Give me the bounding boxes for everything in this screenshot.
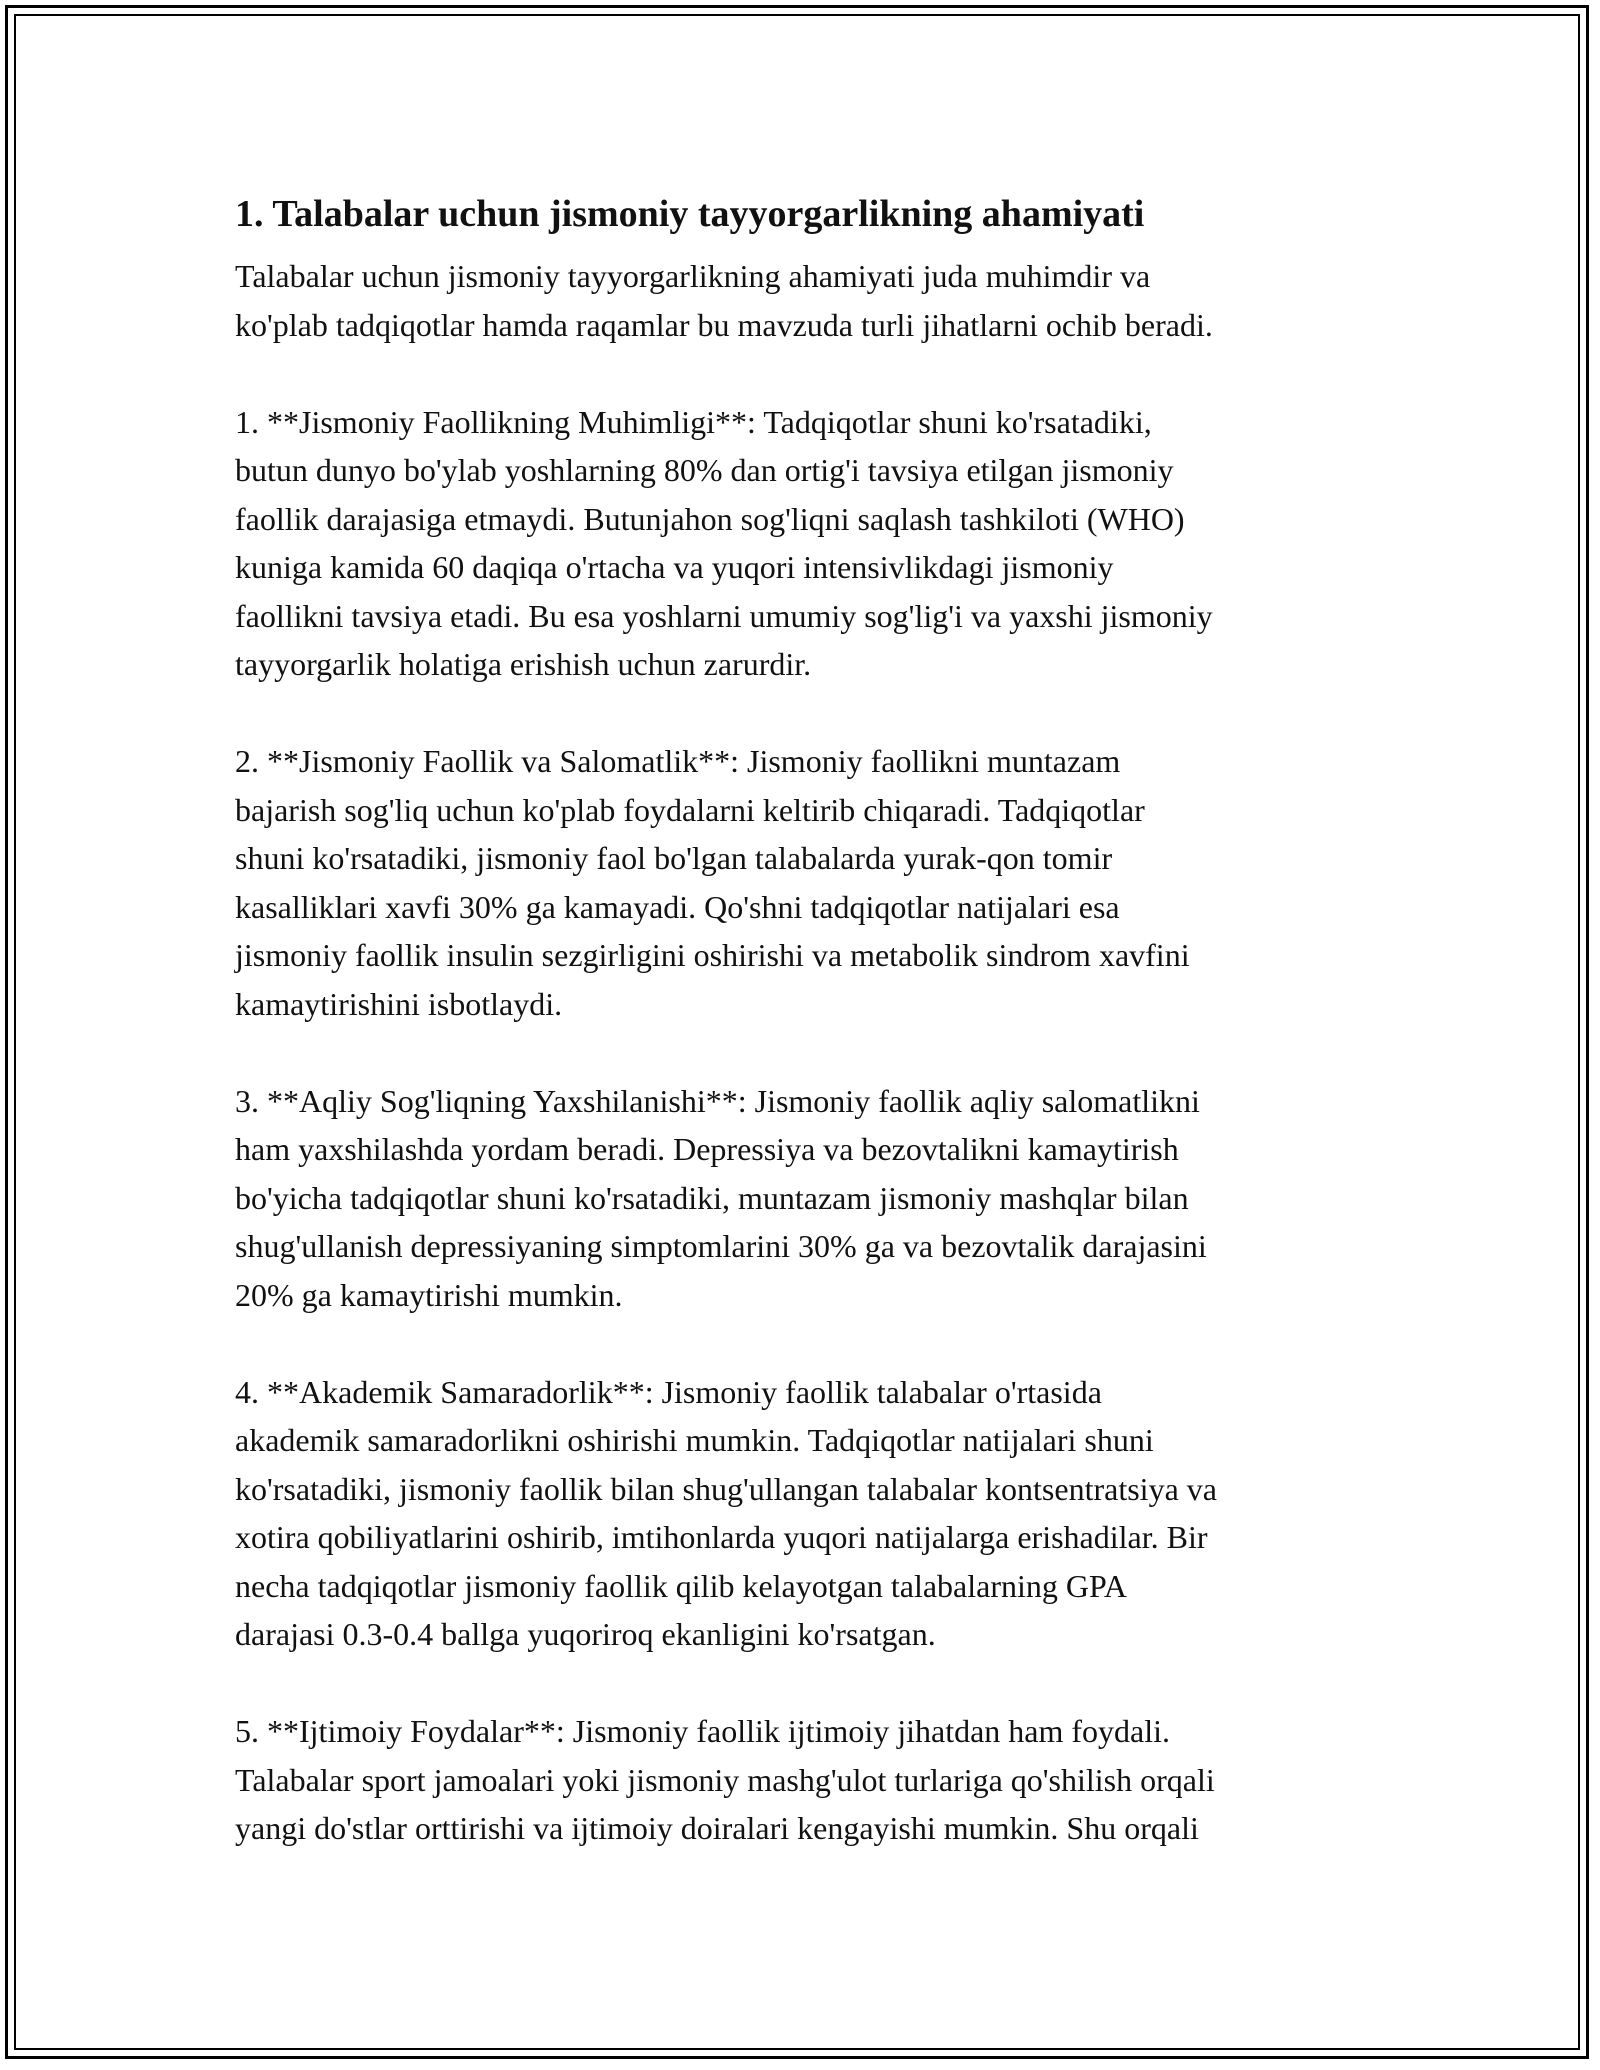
text-line: ko'rsatadiki, jismoniy faollik bilan shug'ullangan talabalar kontsentratsiya va [235, 1470, 1217, 1507]
text-line: 2. **Jismoniy Faollik va Salomatlik**: Jismoniy faollikni muntazam [235, 743, 1121, 779]
text-line: bo'yicha tadqiqotlar shuni ko'rsatadiki, muntazam jismoniy mashqlar bilan [235, 1179, 1189, 1216]
intro-paragraph [235, 252, 1385, 349]
document-body [235, 184, 1385, 1901]
point-3-paragraph [235, 1077, 1385, 1320]
text-line: faollik darajasiga etmaydi. Butunjahon sog'liqni saqlash tashkiloti (WHO) [235, 500, 1185, 537]
point-5-paragraph [235, 1707, 1385, 1853]
text-line: xotira qobiliyatlarini oshirib, imtihonlarda yuqori natijalarga erishadilar. Bir [235, 1519, 1208, 1555]
text-line: tayyorgarlik holatiga erishish uchun zarurdir. [235, 646, 812, 682]
text-line: 1. **Jismoniy Faollikning Muhimligi**: Tadqiqotlar shuni ko'rsatadiki, [235, 403, 1152, 440]
point-4-paragraph [235, 1368, 1385, 1659]
text-line: butun dunyo bo'ylab yoshlarning 80% dan ortig'i tavsiya etilgan jismoniy [235, 452, 1174, 488]
point-2-paragraph [235, 737, 1385, 1028]
text-line: 20% ga kamaytirishi mumkin. [235, 1276, 623, 1313]
text-line: shug'ullanish depressiyaning simptomlarini 30% ga va bezovtalik darajasini [235, 1228, 1207, 1264]
text-line: ko'plab tadqiqotlar hamda raqamlar bu mavzuda turli jihatlarni ochib beradi. [235, 306, 1213, 343]
text-line: faollikni tavsiya etadi. Bu esa yoshlarni umumiy sog'lig'i va yaxshi jismoniy [235, 597, 1213, 634]
section-heading: 1. Talabalar uchun jismoniy tayyorgarlikning ahamiyati [235, 193, 1145, 235]
text-line: kasalliklari xavfi 30% ga kamayadi. Qo'shni tadqiqotlar natijalari esa [235, 888, 1120, 925]
text-line: bajarish sog'liq uchun ko'plab foydalarni keltirib chiqaradi. Tadqiqotlar [235, 791, 1145, 828]
text-line: akademik samaradorlikni oshirishi mumkin. Tadqiqotlar natijalari shuni [235, 1422, 1154, 1458]
text-line: 4. **Akademik Samaradorlik**: Jismoniy faollik talabalar o'rtasida [235, 1373, 1102, 1410]
text-line: Talabalar uchun jismoniy tayyorgarlikning ahamiyati juda muhimdir va [235, 258, 1151, 294]
text-line: 5. **Ijtimoiy Foydalar**: Jismoniy faollik ijtimoiy jihatdan ham foydali. [235, 1713, 1171, 1749]
text-line: ham yaxshilashda yordam beradi. Depressiya va bezovtalikni kamaytirish [235, 1131, 1179, 1167]
text-line: shuni ko'rsatadiki, jismoniy faol bo'lgan talabalarda yurak-qon tomir [235, 840, 1113, 876]
text-line: necha tadqiqotlar jismoniy faollik qilib kelayotgan talabalarning GPA [235, 1567, 1127, 1604]
text-line: Talabalar sport jamoalari yoki jismoniy mashg'ulot turlariga qo'shilish orqali [235, 1761, 1215, 1798]
text-line: yangi do'stlar orttirishi va ijtimoiy doiralari kengayishi mumkin. Shu orqali [235, 1810, 1199, 1846]
text-line: kuniga kamida 60 daqiqa o'rtacha va yuqori intensivlikdagi jismoniy [235, 549, 1114, 585]
text-line: darajasi 0.3-0.4 ballga yuqoriroq ekanligini ko'rsatgan. [235, 1616, 936, 1652]
text-line: kamaytirishini isbotlaydi. [235, 985, 563, 1022]
text-line: 3. **Aqliy Sog'liqning Yaxshilanishi**: Jismoniy faollik aqliy salomatlikni [235, 1082, 1200, 1119]
point-1-paragraph [235, 398, 1385, 689]
text-line: jismoniy faollik insulin sezgirligini oshirishi va metabolik sindrom xavfini [235, 937, 1190, 973]
